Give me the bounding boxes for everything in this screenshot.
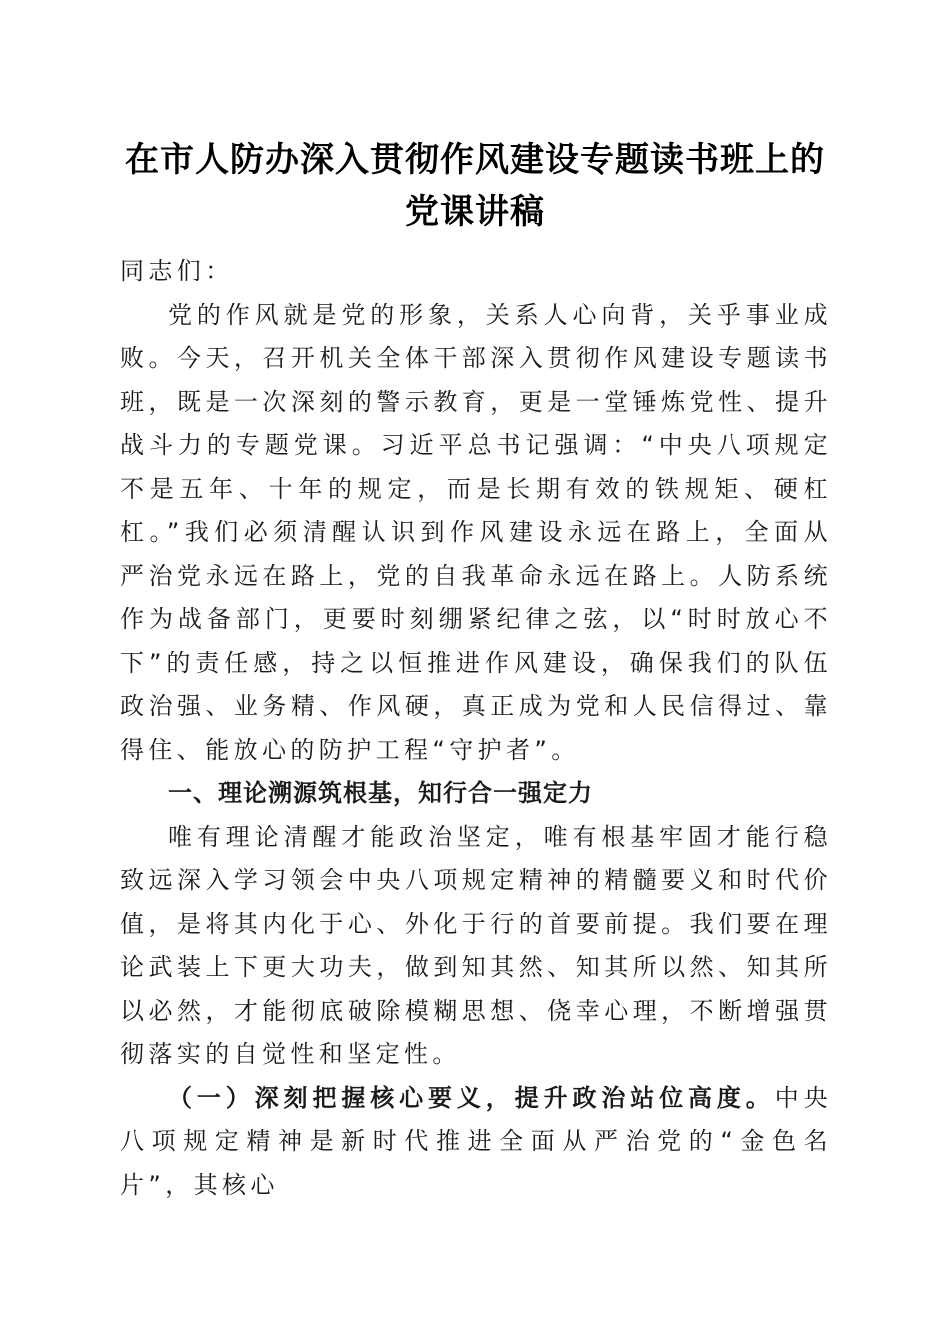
paragraph-subsection-1	[120, 1077, 832, 1208]
salutation: 同志们：	[120, 257, 234, 285]
section-heading-1: 一、理论溯源筑根基，知行合一强定力	[168, 779, 593, 807]
title-line-2: 党课讲稿	[405, 192, 545, 232]
paragraph-section-1: 唯有理论清醒才能政治坚定，唯有根基牢固才能行稳致远深入学习领会中央八项规定精神的精髓要义和时代价值，是将其内化于心、外化于行的首要前提。我们要在理论武装上下更大功夫，做到知其然、知其所以然、知其所以必然，才能彻底破除模糊思想、侥幸心理，不断增强贯彻落实的自觉性和坚定性。	[120, 822, 832, 1068]
subsection-1-text: 中央八项规定精神是新时代推进全面从严治党的“金色名片”，其核心	[120, 1083, 832, 1199]
subsection-heading-1: （一）深刻把握核心要义，提升政治站位高度。	[168, 1083, 775, 1112]
title-line-1: 在市人防办深入贯彻作风建设专题读书班上的	[125, 140, 825, 180]
document-body	[120, 250, 832, 1207]
document-title	[100, 134, 850, 238]
paragraph-intro: 党的作风就是党的形象，关系人心向背，关乎事业成败。今天，召开机关全体干部深入贯彻作风建设专题读书班，既是一次深刻的警示教育，更是一堂锤炼党性、提升战斗力的专题党课。习近平总书记强调：“中央八项规定不是五年、十年的规定，而是长期有效的铁规矩、硬杠杠。”我们必须清醒认识到作风建设永远在路上，全面从严治党永远在路上，党的自我革命永远在路上。人防系统作为战备部门，更要时刻绷紧纪律之弦，以“时时放心不下”的责任感，持之以恒推进作风建设，确保我们的队伍政治强、业务精、作风硬，真正成为党和人民信得过、靠得住、能放心的防护工程“守护者”。	[120, 300, 832, 764]
